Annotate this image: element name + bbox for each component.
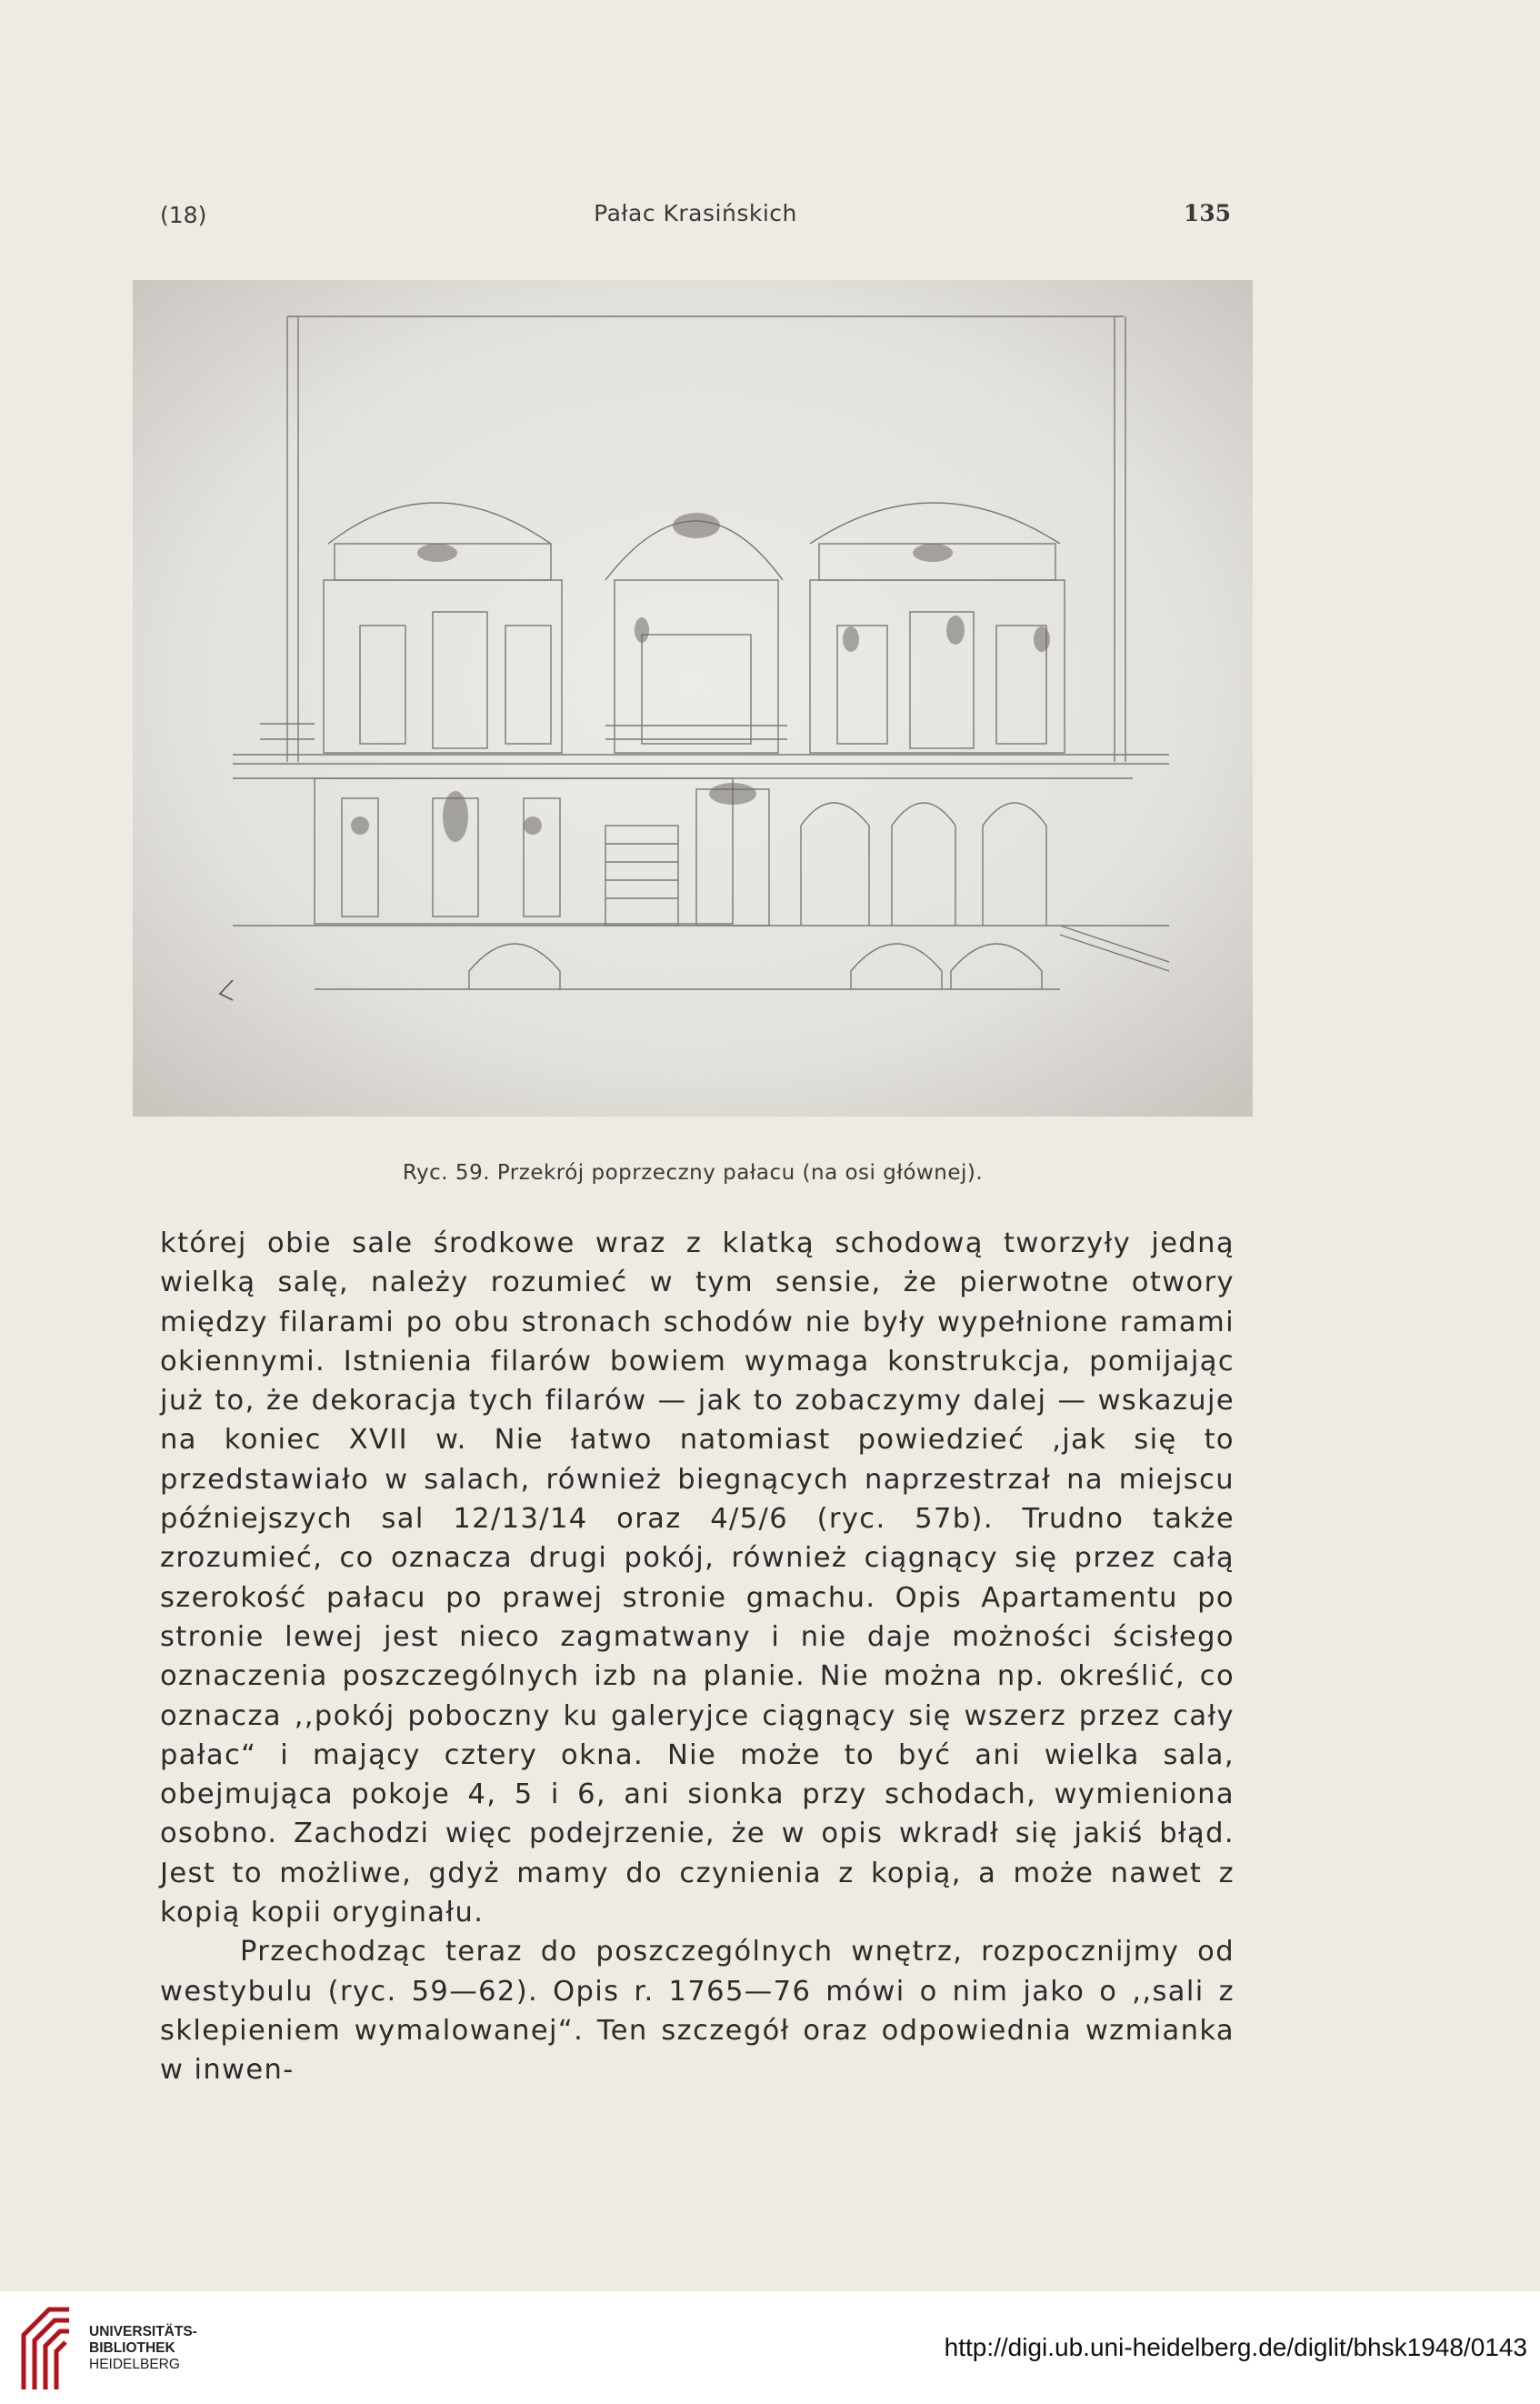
body-text: [160, 1224, 1235, 2090]
section-marker: (18): [160, 202, 207, 228]
figure-cross-section-drawing: [133, 280, 1253, 1117]
page-title: Pałac Krasińskich: [594, 200, 797, 226]
library-line: UNIVERSITÄTS-: [89, 2324, 197, 2339]
page-number: 135: [1183, 200, 1231, 226]
paragraph: Przechodząc teraz do poszczególnych wnętrz, rozpocznijmy od westybulu (ryc. 59—62). Opis r. 1765—76 mówi o nim jako o ,,sali z sklepieniem wymalowanej“. Ten szczegół oraz odpowiednia wzmianka w inwen-: [160, 1936, 1235, 2087]
library-line: HEIDELBERG: [89, 2357, 180, 2372]
library-footer: [0, 2291, 1540, 2404]
architectural-drawing: [133, 280, 1253, 1117]
library-name[interactable]: [89, 2324, 197, 2373]
paragraph: której obie sale środkowe wraz z klatką schodową tworzyły jedną wielką salę, należy rozumieć w tym sensie, że pierwotne otwory między filarami po obu stronach schodów nie były wypełnione ramami okiennymi. Istnienia filarów bowiem wymaga konstrukcja, pomijając już to, że dekoracja tych filarów — jak to zobaczymy dalej — wskazuje na koniec XVII w. Nie łatwo natomiast powiedzieć ,jak się to przedstawiało w salach, również biegnących naprzestrzał na miejscu późniejszych sal 12/13/14 oraz 4/5/6 (ryc. 57b). Trudno także zrozumieć, co oznacza drugi pokój, również ciągnący się przez całą szerokość pałacu po prawej stronie gmachu. Opis Apartamentu po stronie lewej jest nieco zagmatwany i nie daje możności ścisłego oznaczenia poszczególnych izb na planie. Nie można np. określić, co oznacza ,,pokój poboczny ku galeryjce ciągnący się wszerz przez cały pałac“ i mający cztery okna. Nie może to być ani wielka sala, obejmująca pokoje 4, 5 i 6, ani sionka przy schodach, wymieniona osobno. Zachodzi więc podejrzenie, że w opis wkradł się jakiś błąd. Jest to możliwe, gdyż mamy do czynienia z kopią, a może nawet z kopią kopii oryginału.: [160, 1227, 1235, 1929]
library-line: BIBLIOTHEK: [89, 2340, 175, 2356]
running-header: [160, 196, 1231, 233]
figure-caption: Ryc. 59. Przekrój poprzeczny pałacu (na osi głównej).: [402, 1161, 984, 1185]
source-url-link[interactable]: http://digi.ub.uni-heidelberg.de/diglit/bhsk1948/0143: [944, 2333, 1527, 2361]
ub-heidelberg-logo-icon[interactable]: [13, 2304, 76, 2393]
